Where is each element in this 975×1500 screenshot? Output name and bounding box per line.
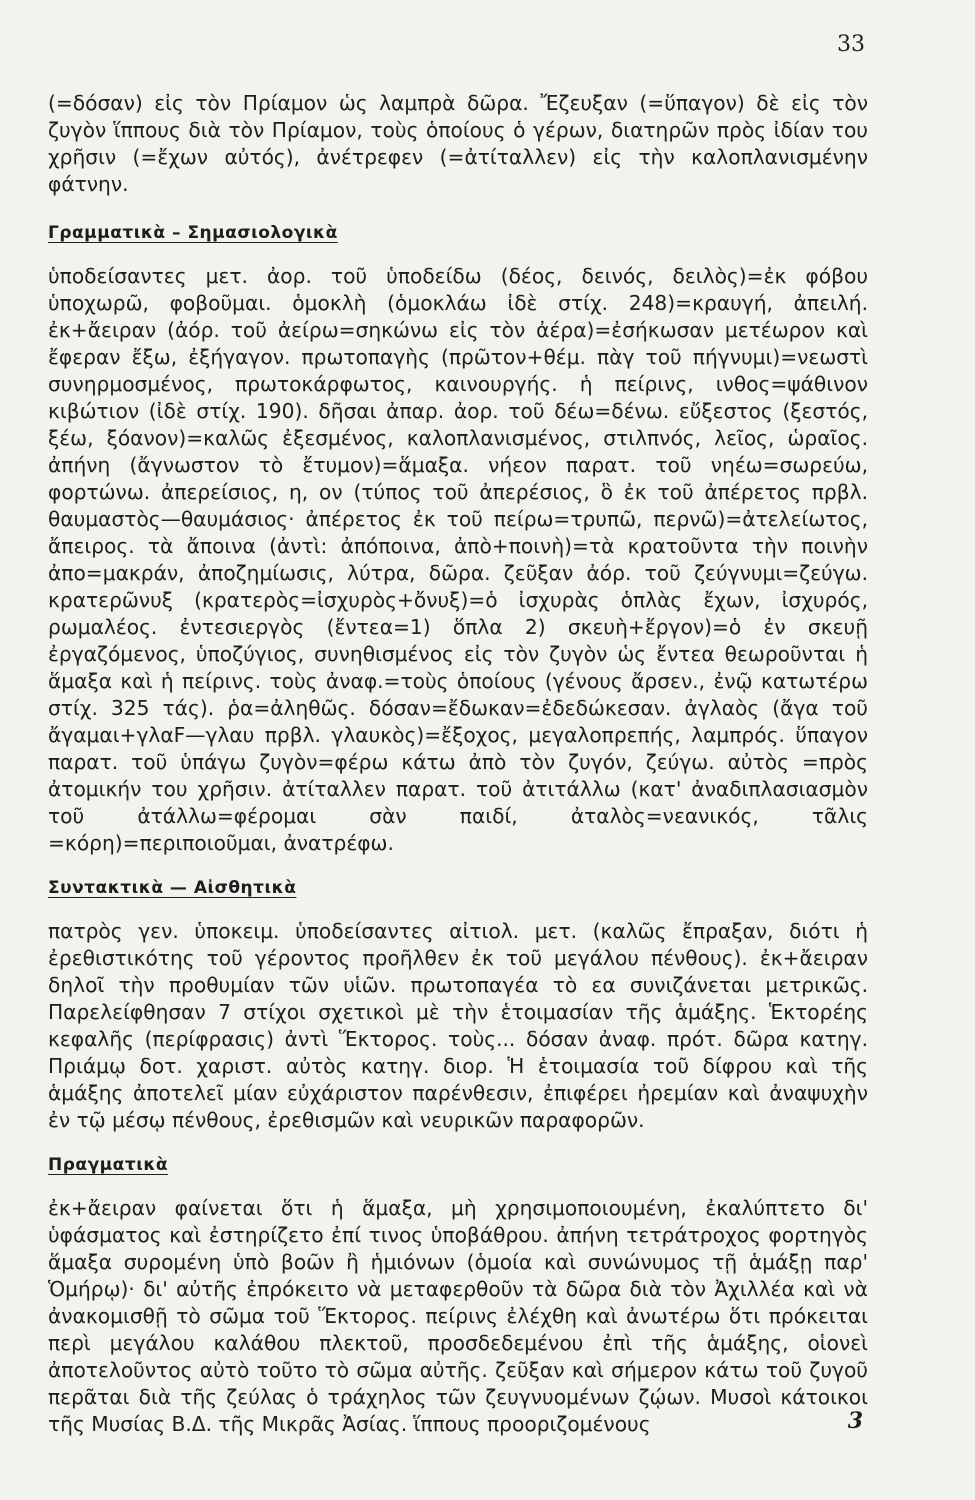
- page-body: [48, 90, 868, 1438]
- section-heading-realia: Πραγματικὰ: [48, 1155, 169, 1175]
- intro-paragraph: (=δόσαν) εἰς τὸν Πρίαμον ὡς λαμπρὰ δῶρα. Ἔζευξαν (=ὕπαγον) δὲ εἰς τὸν ζυγὸν ἵππους διὰ τὸν Πρίαμον, τοὺς ὁποίους ὁ γέρων, διατηρῶν πρὸς ἰδίαν του χρῆσιν (=ἔχων αὐτός), ἀνέτρεφεν (=ἀτίταλλεν) εἰς τὴν καλοπλανισμένην φάτνην.: [48, 91, 868, 196]
- section-heading-grammar: Γραμματικὰ – Σημασιολογικὰ: [48, 223, 338, 243]
- section-text-syntax: πατρὸς γεν. ὑποκειμ. ὑποδείσαντες αἰτιολ. μετ. (καλῶς ἔπραξαν, διότι ἡ ἐρεθιστικότης τοῦ γέροντος προῆλθεν ἐκ τοῦ μεγάλου πένθους). ἐκ+ἄειραν δηλοῖ τὴν προθυμίαν τῶν υἱῶν. πρωτοπαγέα τὸ εα συνιζάνεται μετρικῶς. Παρελείφθησαν 7 στίχοι σχετικοὶ μὲ τὴν ἑτοιμασίαν τῆς ἁμάξης. Ἑκτορέης κεφαλῆς (περίφρασις) ἀντὶ Ἕκτορος. τοὺς... δόσαν ἀναφ. πρότ. δῶρα κατηγ. Πριάμῳ δοτ. χαριστ. αὐτὸς κατηγ. διορ. Ἡ ἑτοιμασία τοῦ δίφρου καὶ τῆς ἁμάξης ἀποτελεῖ μίαν εὐχάριστον παρένθεσιν, ἐπιφέρει ἠρεμίαν καὶ ἀναψυχὴν ἐν τῷ μέσῳ πένθους, ἐρεθισμῶν καὶ νευρικῶν παραφορῶν.: [48, 919, 868, 1132]
- section-text-grammar: ὑποδείσαντες μετ. ἀορ. τοῦ ὑποδείδω (δέος, δεινός, δειλὸς)=ἐκ φόβου ὑποχωρῶ, φοβοῦμαι. ὁμοκλὴ (ὁμοκλάω ἰδὲ στίχ. 248)=κραυγή, ἀπειλή. ἐκ+ἄειραν (ἀόρ. τοῦ ἀείρω=σηκώνω εἰς τὸν ἀέρα)=ἐσήκωσαν μετέωρον καὶ ἔφεραν ἔξω, ἐξήγαγον. πρωτοπαγὴς (πρῶτον+θέμ. πὰγ τοῦ πήγνυμι)=νεωστὶ συνηρμοσμένος, πρωτοκάρφωτος, καινουργής. ἡ πείρινς, ινθος=ψάθινον κιβώτιον (ἰδὲ στίχ. 190). δῆσαι ἀπαρ. ἀορ. τοῦ δέω=δένω. εὔξεστος (ξεστός, ξέω, ξόανον)=καλῶς ἐξεσμένος, καλοπλανισμένος, στιλπνός, λεῖος, ὡραῖος. ἀπήνη (ἄγνωστον τὸ ἔτυμον)=ἅμαξα. νήεον παρατ. τοῦ νηέω=σωρεύω, φορτώνω. ἀπερείσιος, η, ον (τύπος τοῦ ἀπερέσιος, ὃ ἐκ τοῦ ἀπέρετος πρβλ. θαυμαστὸς—θαυμάσιος· ἀπέρετος ἐκ τοῦ πείρω=τρυπῶ, περνῶ)=ἀτελείωτος, ἄπειρος. τὰ ἄποινα (ἀντὶ: ἀπόποινα, ἀπὸ+ποινὴ)=τὰ κρατοῦντα τὴν ποινὴν ἀπο=μακράν, ἀποζημίωσις, λύτρα, δῶρα. ζεῦξαν ἀόρ. τοῦ ζεύγνυμι=ζεύγω. κρατερῶνυξ (κρατερὸς=ἰσχυρὸς+ὄνυξ)=ὁ ἰσχυρὰς ὁπλὰς ἔχων, ἰσχυρός, ρωμαλέος. ἐντεσιεργὸς (ἔντεα=1) ὅπλα 2) σκευὴ+ἔργον)=ὁ ἐν σκευῇ ἐργαζόμενος, ὑποζύγιος, συνηθισμένος εἰς τὸν ζυγὸν ὡς ἔντεα θεωροῦνται ἡ ἅμαξα καὶ ἡ πείρινς. τοὺς ἀναφ.=τοὺς ὁποίους (γένους ἄρσεν., ἐνῷ κατωτέρω στίχ. 325 τάς). ῥα=ἀληθῶς. δόσαν=ἔδωκαν=ἐδεδώκεσαν. ἀγλαὸς (ἄγα τοῦ ἄγαμαι+γλαF—γλαυ πρβλ. γλαυκὸς)=ἔξοχος, μεγαλοπρεπής, λαμπρός. ὕπαγον παρατ. τοῦ ὑπάγω ζυγὸν=φέρω κάτω ἀπὸ τὸν ζυγόν, ζεύγω. αὐτὸς =πρὸς ἀτομικήν του χρῆσιν. ἀτίταλλεν παρατ. τοῦ ἀτιτάλλω (κατ' ἀναδιπλασιασμὸν τοῦ ἀτάλλω=φέρομαι σὰν παιδί, ἀταλὸς=νεανικός, τᾶλις =κόρη)=περιποιοῦμαι, ἀνατρέφω.: [48, 264, 868, 855]
- section-text-realia: ἐκ+ἄειραν φαίνεται ὅτι ἡ ἅμαξα, μὴ χρησιμοποιουμένη, ἐκαλύπτετο δι' ὑφάσματος καὶ ἐστηρίζετο ἐπί τινος ὑποβάθρου. ἀπήνη τετράτροχος φορτηγὸς ἅμαξα συρομένη ὑπὸ βοῶν ἢ ἡμιόνων (ὁμοία καὶ συνώνυμος τῇ ἁμάξῃ παρ' Ὁμήρῳ)· δι' αὐτῆς ἐπρόκειτο νὰ μεταφερθοῦν τὰ δῶρα διὰ τὸν Ἀχιλλέα καὶ νὰ ἀνακομισθῇ τὸ σῶμα τοῦ Ἕκτορος. πείρινς ἐλέχθη καὶ ἀνωτέρω ὅτι πρόκειται περὶ μεγάλου καλάθου πλεκτοῦ, προσδεδεμένου ἐπὶ τῆς ἁμάξης, οἱονεὶ ἀποτελοῦντος αὐτὸ τοῦτο τὸ σῶμα αὐτῆς. ζεῦξαν καὶ σήμερον κάτω τοῦ ζυγοῦ περᾶται διὰ τῆς ζεύλας ὁ τράχηλος τῶν ζευγνυομένων ζῴων. Μυσοὶ κάτοικοι τῆς Μυσίας Β.Δ. τῆς Μικρᾶς Ἀσίας. ἵππους προοριζομένους: [48, 1196, 868, 1436]
- signature-mark: 3: [847, 1408, 863, 1434]
- section-heading-syntax: Συντακτικὰ — Αἰσθητικὰ: [48, 878, 297, 898]
- page-number: 33: [837, 32, 865, 57]
